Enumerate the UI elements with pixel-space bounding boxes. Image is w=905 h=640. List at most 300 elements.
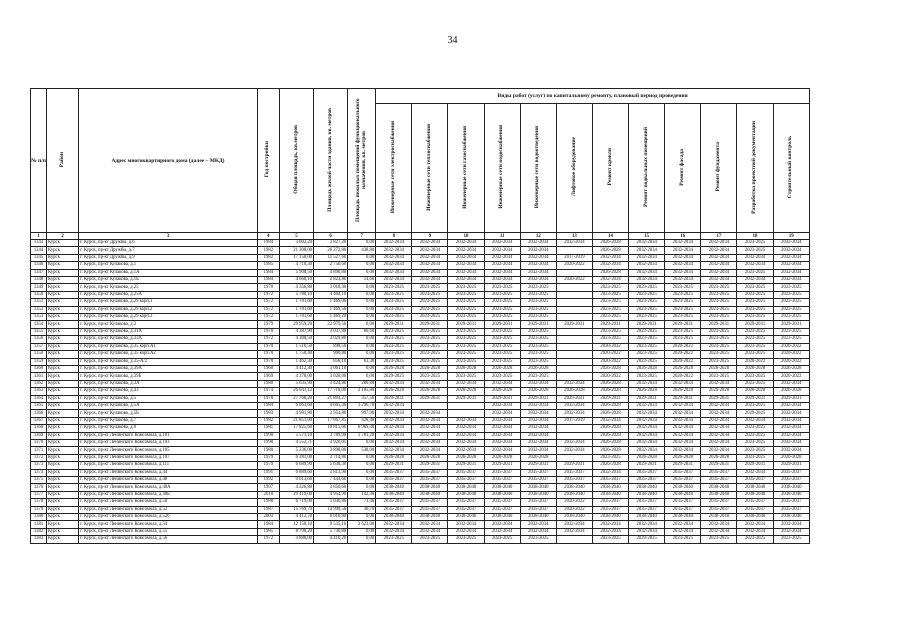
table-cell: Курск [47,454,79,461]
table-cell: г. Курск, пр-кт Кулакова, д.1 [79,262,258,269]
table-cell: 0,00 [348,343,376,350]
table-cell: Курск [47,277,79,284]
table-cell: 2038-2040 [629,484,665,491]
table-cell: 2023-2025 [520,299,556,306]
table-cell: 2032-2034 [520,262,556,269]
table-cell: 0,00 [348,314,376,321]
table-cell: 2029-2031 [520,395,556,402]
table-cell: г. Курск, пр-кт Кулакова, д.25А [79,291,258,298]
table-cell: 2035-2037 [412,506,448,513]
table-cell: 3 827,20 [314,240,348,247]
table-cell: 2032-2034 [520,240,556,247]
table-cell: 2035-2037 [737,506,773,513]
table-cell: 2023-2025 [701,358,737,365]
table-cell: 1972 [257,306,279,313]
table-cell: 0,00 [348,336,376,343]
table-cell: 4 412,70 [279,514,313,521]
table-cell [556,284,592,291]
table-cell: 2023-2025 [412,306,448,313]
table-cell: 2023-2025 [412,336,448,343]
table-row [31,343,810,350]
table-cell: 2029-2031 [448,321,484,328]
table-cell: 2026-2028 [484,454,520,461]
table-cell: 2029-2025 [737,410,773,417]
table-cell: 2032-2034 [520,528,556,535]
table-cell: 2023-2025 [701,328,737,335]
table-row [31,291,810,298]
table-cell: 0,00 [348,514,376,521]
table-cell: 2029-2031 [376,395,412,402]
table-cell: 2023-2025 [701,536,737,543]
table-cell: 2029-2031 [412,321,448,328]
table-cell: 2032-2034 [701,240,737,247]
table-cell: 2032-2034 [484,254,520,261]
table-cell: 2023-2025 [737,402,773,409]
table-row [31,388,810,395]
column-number: 13 [556,233,592,240]
table-cell: 2032-2034 [773,380,809,387]
table-cell: 357,50 [348,395,376,402]
table-cell: Курск [47,306,79,313]
table-cell: 2032-2034 [412,240,448,247]
table-cell: 2023-2025 [376,299,412,306]
table-cell: 2023-2025 [448,328,484,335]
table-cell: 2023-2025 [592,299,628,306]
table-cell: 5 635,90 [279,380,313,387]
table-row [31,528,810,535]
table-cell: 2023-2025 [665,536,701,543]
table-cell: 2032-2034 [484,402,520,409]
table-cell: 2023-2025 [412,343,448,350]
table-cell: 2026-2028 [592,447,628,454]
table-cell: 2032-2034 [701,254,737,261]
table-cell: 7 443,60 [314,477,348,484]
table-cell: 2035-2037 [520,506,556,513]
table-cell: 60,60 [348,328,376,335]
table-cell: 2 823,80 [314,277,348,284]
col-header-work: Инженерные сети газоснабжения [448,104,484,233]
table-cell: г. Курск, пр-кт Кулакова, д.5А [79,402,258,409]
table-cell: 2032-2034 [665,277,701,284]
table-cell: 2032-2034 [520,417,556,424]
table-cell: 12 158,10 [279,521,313,528]
table-cell [448,402,484,409]
table-cell: Курск [47,521,79,528]
table-cell [556,291,592,298]
table-cell: 2029-2031 [592,321,628,328]
table-cell: 2029-2025 [376,373,412,380]
table-cell: 2038-2040 [665,514,701,521]
table-cell: 1984 [257,269,279,276]
table-cell: 2023-2025 [665,306,701,313]
column-number: 2 [47,233,79,240]
table-cell: г. Курск, пр-кт Кулакова, д.25 [79,284,258,291]
table-cell: 1960 [257,365,279,372]
table-cell: 2035-2037 [629,506,665,513]
table-cell: 2035-2037 [592,477,628,484]
table-cell: 2032-2034 [773,432,809,439]
col-header-work: Ремонт подвальных помещений [629,104,665,233]
table-cell: г. Курск, пр-кт Кулакова, д.29 корп.2 [79,306,258,313]
table-cell: 2035-2037 [773,477,809,484]
table-cell: г. Курск, пр-кт Кулакова, д.35 корп.А2 [79,351,258,358]
column-number: 10 [448,233,484,240]
table-cell: г. Курск, пр-кт Ленинского Комсомола, д.54 [79,521,258,528]
table-cell: Курск [47,477,79,484]
table-cell: 2023-2025 [484,373,520,380]
col-header-district: Район [47,89,79,233]
table-cell: 2032-2034 [520,410,556,417]
table-cell: 2023-2025 [484,336,520,343]
table-cell: 21 893,27 [314,395,348,402]
table-cell: 2038-2040 [448,491,484,498]
table-cell [556,314,592,321]
table-cell: 2035-2037 [592,499,628,506]
table-cell: 21 851,00 [279,417,313,424]
table-cell: 2035-2037 [412,469,448,476]
table-cell: Курск [47,247,79,254]
table-cell: 2023-2025 [484,314,520,321]
table-cell: 2032-2034 [412,432,448,439]
table-cell: Курск [47,417,79,424]
table-cell: 2032-2034 [629,262,665,269]
table-cell: 2032-2034 [484,262,520,269]
table-cell [556,358,592,365]
table-cell: 2035-2037 [376,506,412,513]
table-cell: 5 236,00 [279,447,313,454]
table-cell: 2032-2034 [592,521,628,528]
table-cell: 2029-2031 [376,321,412,328]
table-cell: 2032-2034 [737,254,773,261]
table-cell: 2032-2034 [484,521,520,528]
table-cell: 1343 [31,240,47,247]
table-cell: 2023-2025 [448,351,484,358]
table-cell: 2026-2028 [592,402,628,409]
table-row [31,410,810,417]
table-cell: 4 356,80 [279,284,313,291]
table-cell: г. Курск, пр-кт Ленинского Комсомола, д.48Б [79,491,258,498]
table-cell: 2032-2034 [556,439,592,446]
table-cell: 1377 [31,491,47,498]
table-cell: 17 867,85 [314,417,348,424]
table-cell: Курск [47,314,79,321]
table-cell: 1970 [257,328,279,335]
table-row [31,506,810,513]
table-cell: 2032-2034 [448,521,484,528]
table-cell: 2032-2034 [556,528,592,535]
table-cell: 1982 [257,417,279,424]
table-cell: 2038-2040 [520,484,556,491]
table-cell: 2032-2034 [665,269,701,276]
table-cell: г. Курск, пр-кт Кулакова, д.29 корп.3 [79,314,258,321]
table-cell: 2032-2034 [484,417,520,424]
table-cell: 1983 [257,410,279,417]
table-cell: 2023-2025 [737,373,773,380]
table-cell: 438,80 [348,247,376,254]
table-cell: 2023-2025 [520,373,556,380]
table-cell: 2032-2034 [665,417,701,424]
table-cell: г. Курск, пр-кт Ленинского Комсомола, д.107 [79,454,258,461]
table-row [31,314,810,321]
table-cell: 1364 [31,395,47,402]
table-cell: 2035-2037 [448,477,484,484]
table-cell [556,306,592,313]
table-cell: 1370 [31,439,47,446]
table-cell: 2035-2037 [556,469,592,476]
table-cell: 2023-2025 [629,291,665,298]
table-cell: 2020-2022 [592,351,628,358]
table-cell [556,351,592,358]
table-cell: 3 037,80 [314,328,348,335]
table-cell: 898,50 [314,343,348,350]
table-cell: 2029-2031 [520,321,556,328]
table-cell: 2032-2034 [448,417,484,424]
column-number: 5 [279,233,313,240]
table-cell: г. Курск, пр-кт Дружбы, д.7 [79,247,258,254]
table-cell: 2023-2025 [773,284,809,291]
table-cell: 2023-2025 [448,314,484,321]
table-cell: 2038-2040 [520,514,556,521]
table-cell: 2026-2028 [448,388,484,395]
table-cell: 71,40 [348,499,376,506]
table-cell: 2032-2034 [701,425,737,432]
table-cell: 2026-2028 [629,388,665,395]
table-cell: 2026-2028 [412,388,448,395]
table-cell: 2035-2037 [520,469,556,476]
table-cell: 2032-2034 [629,269,665,276]
table-cell [556,536,592,543]
table-cell: 2023-2025 [629,358,665,365]
table-cell: 2023-2025 [484,343,520,350]
table-cell: 2029-2031 [556,321,592,328]
table-cell: 2035-2037 [484,499,520,506]
table-cell: Курск [47,506,79,513]
table-cell: 2038-2040 [737,491,773,498]
table-cell: 3 789,90 [314,432,348,439]
table-cell: 2010 [257,491,279,498]
table-cell: 0,00 [348,284,376,291]
table-cell: 2020-2022 [592,373,628,380]
col-header-nonliving-area: Площадь нежилых помещений функционального назначения, кв. метров [348,89,376,233]
table-cell: 2035-2037 [629,477,665,484]
table-cell: 5 036,80 [314,499,348,506]
table-cell: 3 920,01 [314,439,348,446]
table-cell: 2032-2034 [773,528,809,535]
table-cell: г. Курск, пр-кт Кулакова, д.39Б [79,373,258,380]
table-cell: 2035-2037 [484,506,520,513]
table-cell: 2029-2031 [701,321,737,328]
table-cell: 2032-2034 [737,469,773,476]
table-cell: 2020-2022 [592,358,628,365]
table-cell: 2032-2034 [412,247,448,254]
table-cell: 2032-2034 [701,380,737,387]
table-cell: 1 781,60 [279,299,313,306]
table-cell: 21 308,00 [279,247,313,254]
column-number: 7 [348,233,376,240]
table-cell: Курск [47,388,79,395]
table-cell: 2032-2034 [592,262,628,269]
table-row [31,277,810,284]
table-cell: 2032-2034 [376,417,412,424]
table-row [31,477,810,484]
table-cell: 2038-2040 [629,491,665,498]
table-cell: 2023-2025 [448,343,484,350]
table-cell: 1984 [257,277,279,284]
table-row [31,454,810,461]
table-cell: 2032-2034 [376,432,412,439]
table-cell: 2023-2025 [448,299,484,306]
table-cell: 2032-2034 [520,269,556,276]
table-cell: 1972 [257,291,279,298]
table-cell: 2023-2025 [592,291,628,298]
table-cell: 1 781,20 [348,432,376,439]
table-cell: 6 063,60 [279,402,313,409]
table-cell: 2023-2025 [520,328,556,335]
table-cell: 2032-2034 [737,277,773,284]
table-cell: 2023-2025 [376,336,412,343]
table-cell: 2023-2025 [737,432,773,439]
table-cell: 2038-2040 [556,484,592,491]
table-cell: 2032-2034 [701,417,737,424]
table-cell: 1 758,40 [279,351,313,358]
table-cell: 2023-2025 [701,291,737,298]
table-cell: 2038-2040 [701,514,737,521]
table-cell: 2038-2040 [448,484,484,491]
table-cell: 1979 [257,462,279,469]
table-cell: 2026-2028 [592,439,628,446]
table-cell: 3 856,60 [314,484,348,491]
table-cell: 6 281,00 [279,454,313,461]
table-cell: 2032-2034 [737,521,773,528]
table-cell: 2023-2025 [665,291,701,298]
table-cell: 1365 [31,402,47,409]
table-cell: 1375 [31,477,47,484]
table-cell: 1990 [257,432,279,439]
table-cell: 1982 [257,247,279,254]
table-cell: 2032-2034 [484,432,520,439]
table-cell: 2023-2025 [629,314,665,321]
table-row [31,365,810,372]
table-cell: Курск [47,380,79,387]
col-header-address: Адрес многоквартирного дома (далее – МКД) [79,89,258,233]
table-cell: 2023-2025 [737,536,773,543]
table-cell: 0,00 [348,477,376,484]
table-cell: 2032-2034 [520,521,556,528]
table-cell: г. Курск, пр-кт Кулакова, д.43 [79,388,258,395]
table-cell: 2020-2022 [556,277,592,284]
table-cell: 1987 [257,506,279,513]
table-cell: 2038-2040 [665,484,701,491]
table-cell: 2023-2025 [592,454,628,461]
table-cell: 2029-2031 [773,321,809,328]
table-row [31,321,810,328]
table-cell: 2032-2034 [773,240,809,247]
table-cell: 2023-2025 [773,314,809,321]
table-cell: 2032-2034 [484,269,520,276]
table-cell: 1970 [257,358,279,365]
table-cell: 0,00 [348,454,376,461]
table-cell: 2035-2037 [629,499,665,506]
table-cell: 2023-2025 [629,373,665,380]
table-cell: 2026-2028 [737,388,773,395]
col-header-year: Год постройки [257,89,279,233]
table-cell: 17 825,60 [279,425,313,432]
table-cell: 2023-2025 [773,536,809,543]
table-cell: 2032-2034 [629,425,665,432]
table-row [31,417,810,424]
table-cell: 0,00 [348,469,376,476]
table-cell: 1372 [31,454,47,461]
table-cell: 2032-2034 [520,402,556,409]
table-cell: 1368 [31,425,47,432]
table-cell: 2023-2025 [592,328,628,335]
table-cell: 2023-2025 [773,306,809,313]
table-cell: 1978 [257,395,279,402]
table-cell: г. Курск, пр-кт Кулакова, д.3 [79,321,258,328]
col-header-work: Строительный контроль [773,104,809,233]
table-cell: 4 981,80 [279,410,313,417]
table-cell: 1992 [257,477,279,484]
table-cell: 2029-2031 [737,462,773,469]
table-cell: 1970 [257,351,279,358]
table-cell: 29 959,20 [279,321,313,328]
table-cell [556,269,592,276]
table-cell: 2023-2025 [520,343,556,350]
table-cell: 2026-2028 [484,388,520,395]
table-cell: 2032-2034 [629,447,665,454]
table-cell: 2026-2028 [412,454,448,461]
table-cell: 0,00 [348,462,376,469]
table-cell: 2032-2034 [376,262,412,269]
table-cell: 2032-2034 [665,247,701,254]
table-cell: 1359 [31,358,47,365]
col-header-work: Ремонт кровли [592,104,628,233]
table-cell: 2035-2037 [665,506,701,513]
table-cell: 2029-2031 [701,462,737,469]
table-cell: Курск [47,410,79,417]
table-cell: г. Курск, пр-кт Кулакова, д.5 [79,395,258,402]
table-cell: 1991 [257,469,279,476]
table-cell: 2023-2025 [376,536,412,543]
table-cell: 2032-2034 [376,439,412,446]
table-cell: 3 714,80 [314,454,348,461]
table-cell: 2038-2040 [665,491,701,498]
table-cell: 2023-2025 [737,240,773,247]
table-cell: 2023-2025 [701,373,737,380]
table-cell: 2032-2034 [412,380,448,387]
table-cell: 2032-2034 [629,247,665,254]
table-cell: 2032-2034 [448,254,484,261]
capital-repair-table [30,88,810,544]
table-cell: 2038-2040 [376,514,412,521]
table-row [31,284,810,291]
table-row [31,425,810,432]
table-cell: 2035-2037 [520,477,556,484]
table-cell: 2023-2025 [484,284,520,291]
table-cell: 2023-2025 [376,314,412,321]
table-cell: 2032-2034 [412,254,448,261]
table-cell: 2023-2025 [448,291,484,298]
table-cell: 2032-2034 [448,277,484,284]
table-cell: 2026-2028 [592,425,628,432]
table-cell: г. Курск, пр-кт Кулакова, д.31А [79,328,258,335]
table-cell: 2032-2034 [448,262,484,269]
table-cell: 2032-2034 [773,402,809,409]
table-cell: 2029-2031 [737,395,773,402]
table-cell: 1990 [257,439,279,446]
table-cell: 1371 [31,447,47,454]
table-cell [556,425,592,432]
